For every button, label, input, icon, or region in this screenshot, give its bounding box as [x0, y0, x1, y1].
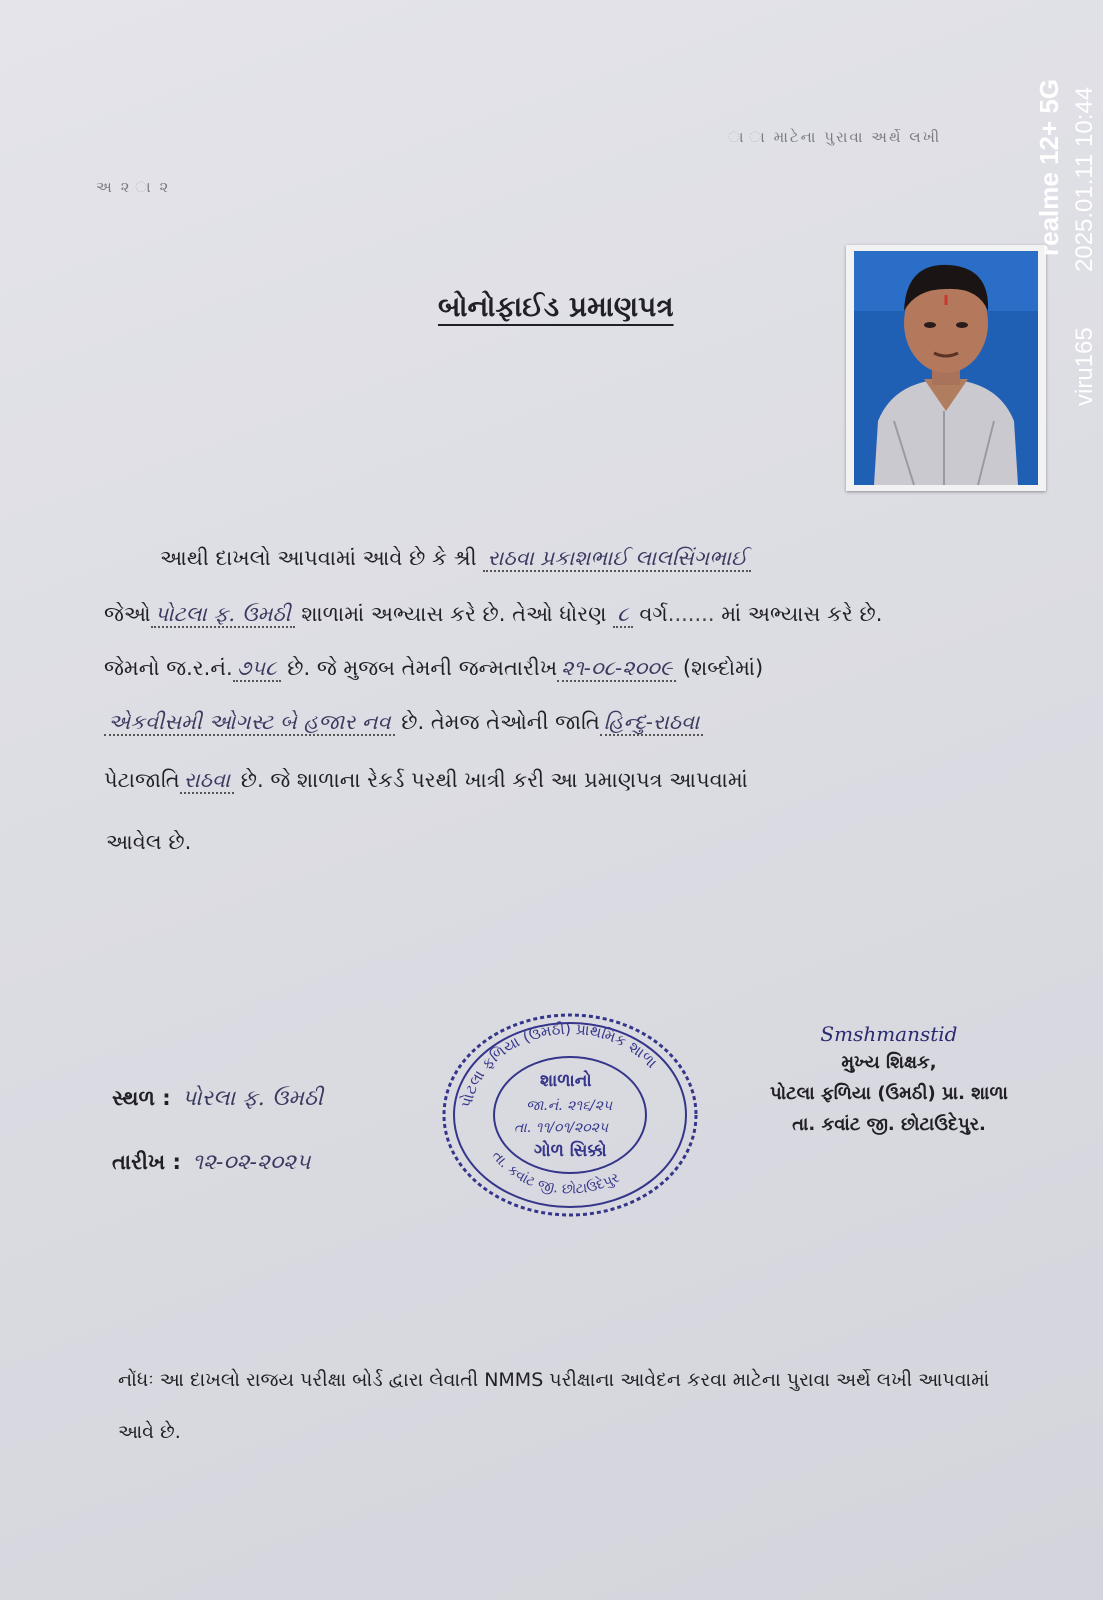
signatory-taluka: તા. કવાંટ જી. છોટાઉદેપુર. — [792, 1114, 986, 1135]
svg-text:પોટલા ફળિયા (ઉમઠી) પ્રાથમિક શા — [457, 1020, 661, 1109]
body-text: આથી દાખલો આપવામાં આવે છે કે શ્રી — [160, 546, 477, 570]
dob-in-words: એકવીસમી ઓગસ્ટ બે હજાર નવ — [104, 710, 395, 736]
watermark-datetime: 2025.01.11 10:44 — [1071, 86, 1098, 272]
student-name: રાઠવા પ્રકાશભાઈ લાલસિંગભાઈ — [483, 546, 751, 572]
body-text: (શબ્દોમાં) — [682, 656, 764, 680]
date-value: ૧૨-૦૨-૨૦૨૫ — [192, 1150, 311, 1175]
seal-center-bottom: ગોળ સિક્કો — [534, 1141, 607, 1161]
school-seal — [440, 1010, 700, 1220]
footer-note: નોંધઃ આ દાખલો રાજય પરીક્ષા બોર્ડ દ્વારા લેવાતી NMMS પરીક્ષાના આવેદન કરવા માટેના પુરાવા અર્થે લખી આપવામાં આવે છે. — [118, 1369, 990, 1443]
caste: હિન્દુ-રાઠવા — [600, 710, 703, 736]
school-name: પોટલા ફ. ઉમઠી — [151, 602, 295, 628]
standard: ૮ — [613, 602, 633, 628]
body-line-3 — [104, 656, 763, 681]
body-line-1 — [160, 546, 751, 571]
body-text: પેટાજાતિ — [104, 768, 180, 792]
faint-header-left: અ ૨ ા ૨ — [96, 178, 171, 196]
date-label: તારીખ : — [112, 1150, 181, 1174]
place-row — [112, 1086, 327, 1111]
body-text: શાળામાં અભ્યાસ કરે છે. તેઓ ધોરણ — [301, 602, 607, 626]
seal-center-top: શાળાનો — [540, 1071, 592, 1091]
body-text: માં અભ્યાસ કરે છે. — [721, 602, 883, 626]
sub-caste: રાઠવા — [180, 768, 234, 794]
place-value: પોરલા ફ. ઉમઠી — [181, 1086, 324, 1111]
body-line-6: આવેલ છે. — [106, 830, 192, 854]
class-blank: ....... — [667, 602, 715, 626]
signatory-school: પોટલા ફળિયા (ઉમઠી) પ્રા. શાળા — [770, 1083, 1008, 1104]
seal-ring-bottom: તા. કવાંટ જી. છોટાઉદેપુર — [488, 1148, 623, 1198]
body-text: છે. જે શાળાના રેકર્ડ પરથી ખાત્રી કરી આ પ્રમાણપત્ર આપવામાં — [240, 768, 748, 792]
signatory-title: મુખ્ય શિક્ષક, — [841, 1052, 937, 1073]
body-line-5 — [104, 768, 748, 793]
body-line-2 — [104, 602, 882, 627]
body-text: છે. જે મુજબ તેમની જન્મતારીખ — [287, 656, 558, 680]
register-number: ૭૫૮ — [233, 656, 281, 682]
certificate-title: બોનોફાઈડ પ્રમાણપત્ર — [438, 290, 674, 323]
body-text: જેઓ — [104, 602, 151, 626]
body-text: જેમનો જ.ર.નં. — [104, 656, 233, 680]
camera-watermark — [1034, 36, 1100, 436]
seal-center-code: જા.નં. ૨૧૬/૨૫ — [526, 1098, 613, 1114]
seal-ring-top: પોટલા ફળિયા (ઉમઠી) પ્રાથમિક શાળા — [457, 1019, 661, 1110]
body-text: છે. તેમજ તેઓની જાતિ — [401, 710, 600, 734]
body-line-4 — [104, 710, 703, 735]
place-label: સ્થળ : — [112, 1086, 171, 1110]
student-photo — [846, 245, 1046, 491]
date-row — [112, 1150, 314, 1175]
signature: Smshmanstid — [820, 1022, 958, 1046]
body-text: વર્ગ — [639, 602, 668, 626]
watermark-user: viru165 — [1071, 327, 1098, 406]
seal-center-date: તા. ૧૧/૦૧/૨૦૨૫ — [514, 1120, 609, 1136]
faint-header-right: ા ા માટેના પુરાવા અર્થે લખી — [728, 128, 942, 146]
date-of-birth: ૨૧-૦૮-૨૦૦૯ — [557, 656, 676, 682]
signature-block — [770, 1022, 1008, 1135]
watermark-camera: realme 12+ 5G — [1034, 78, 1064, 256]
